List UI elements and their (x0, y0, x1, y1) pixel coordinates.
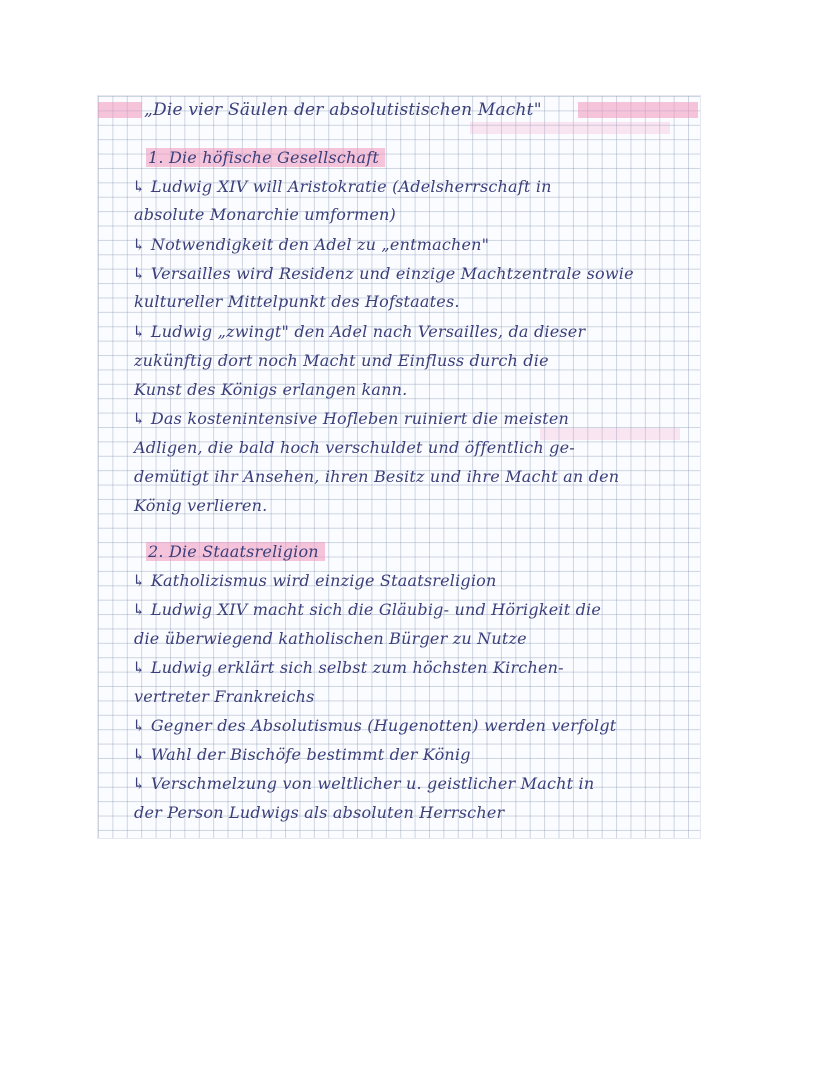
note-line: ↳ Ludwig „zwingt" den Adel nach Versailles, da dieser (132, 322, 586, 341)
note-line: ↳ Katholizismus wird einzige Staatsreligion (132, 571, 497, 590)
note-line: ↳ Ludwig erklärt sich selbst zum höchsten Kirchen- (132, 658, 564, 677)
note-line: ↳ Verschmelzung von weltlicher u. geistlicher Macht in (132, 774, 595, 793)
note-line: Adligen, die bald hoch verschuldet und öffentlich ge- (134, 438, 575, 457)
note-line: ↳ Ludwig XIV will Aristokratie (Adelsherrschaft in (132, 177, 552, 196)
section-heading-1-text: 1. Die höfische Gesellschaft (146, 148, 385, 167)
note-line: die überwiegend katholischen Bürger zu Nutze (134, 629, 527, 648)
note-line: König verlieren. (134, 496, 268, 515)
note-line: ↳ Notwendigkeit den Adel zu „entmachen" (132, 235, 490, 254)
section-heading-2 (146, 543, 325, 561)
note-line: kultureller Mittelpunkt des Hofstaates. (134, 292, 460, 311)
note-line: ↳ Ludwig XIV macht sich die Gläubig- und Hörigkeit die (132, 600, 602, 619)
note-line: ↳ Das kostenintensive Hofleben ruiniert die meisten (132, 409, 570, 428)
section-heading-1 (146, 149, 385, 167)
note-line: ↳ Gegner des Absolutismus (Hugenotten) werden verfolgt (132, 716, 617, 735)
note-line: der Person Ludwigs als absoluten Herrscher (134, 803, 505, 822)
note-line: zukünftig dort noch Macht und Einfluss durch die (134, 351, 549, 370)
title-highlight-left (98, 102, 142, 118)
note-line: vertreter Frankreichs (134, 687, 315, 706)
page-title: „Die vier Säulen der absolutistischen Macht" (144, 100, 542, 120)
title-highlight-right (578, 102, 698, 118)
note-line: demütigt ihr Ansehen, ihren Besitz und ihre Macht an den (134, 467, 620, 486)
note-line: absolute Monarchie umformen) (134, 205, 396, 224)
faint-highlight (470, 122, 670, 134)
note-line: ↳ Wahl der Bischöfe bestimmt der König (132, 745, 471, 764)
note-line: ↳ Versailles wird Residenz und einzige Machtzentrale sowie (132, 264, 634, 283)
note-line: Kunst des Königs erlangen kann. (134, 380, 408, 399)
section-heading-2-text: 2. Die Staatsreligion (146, 542, 325, 561)
